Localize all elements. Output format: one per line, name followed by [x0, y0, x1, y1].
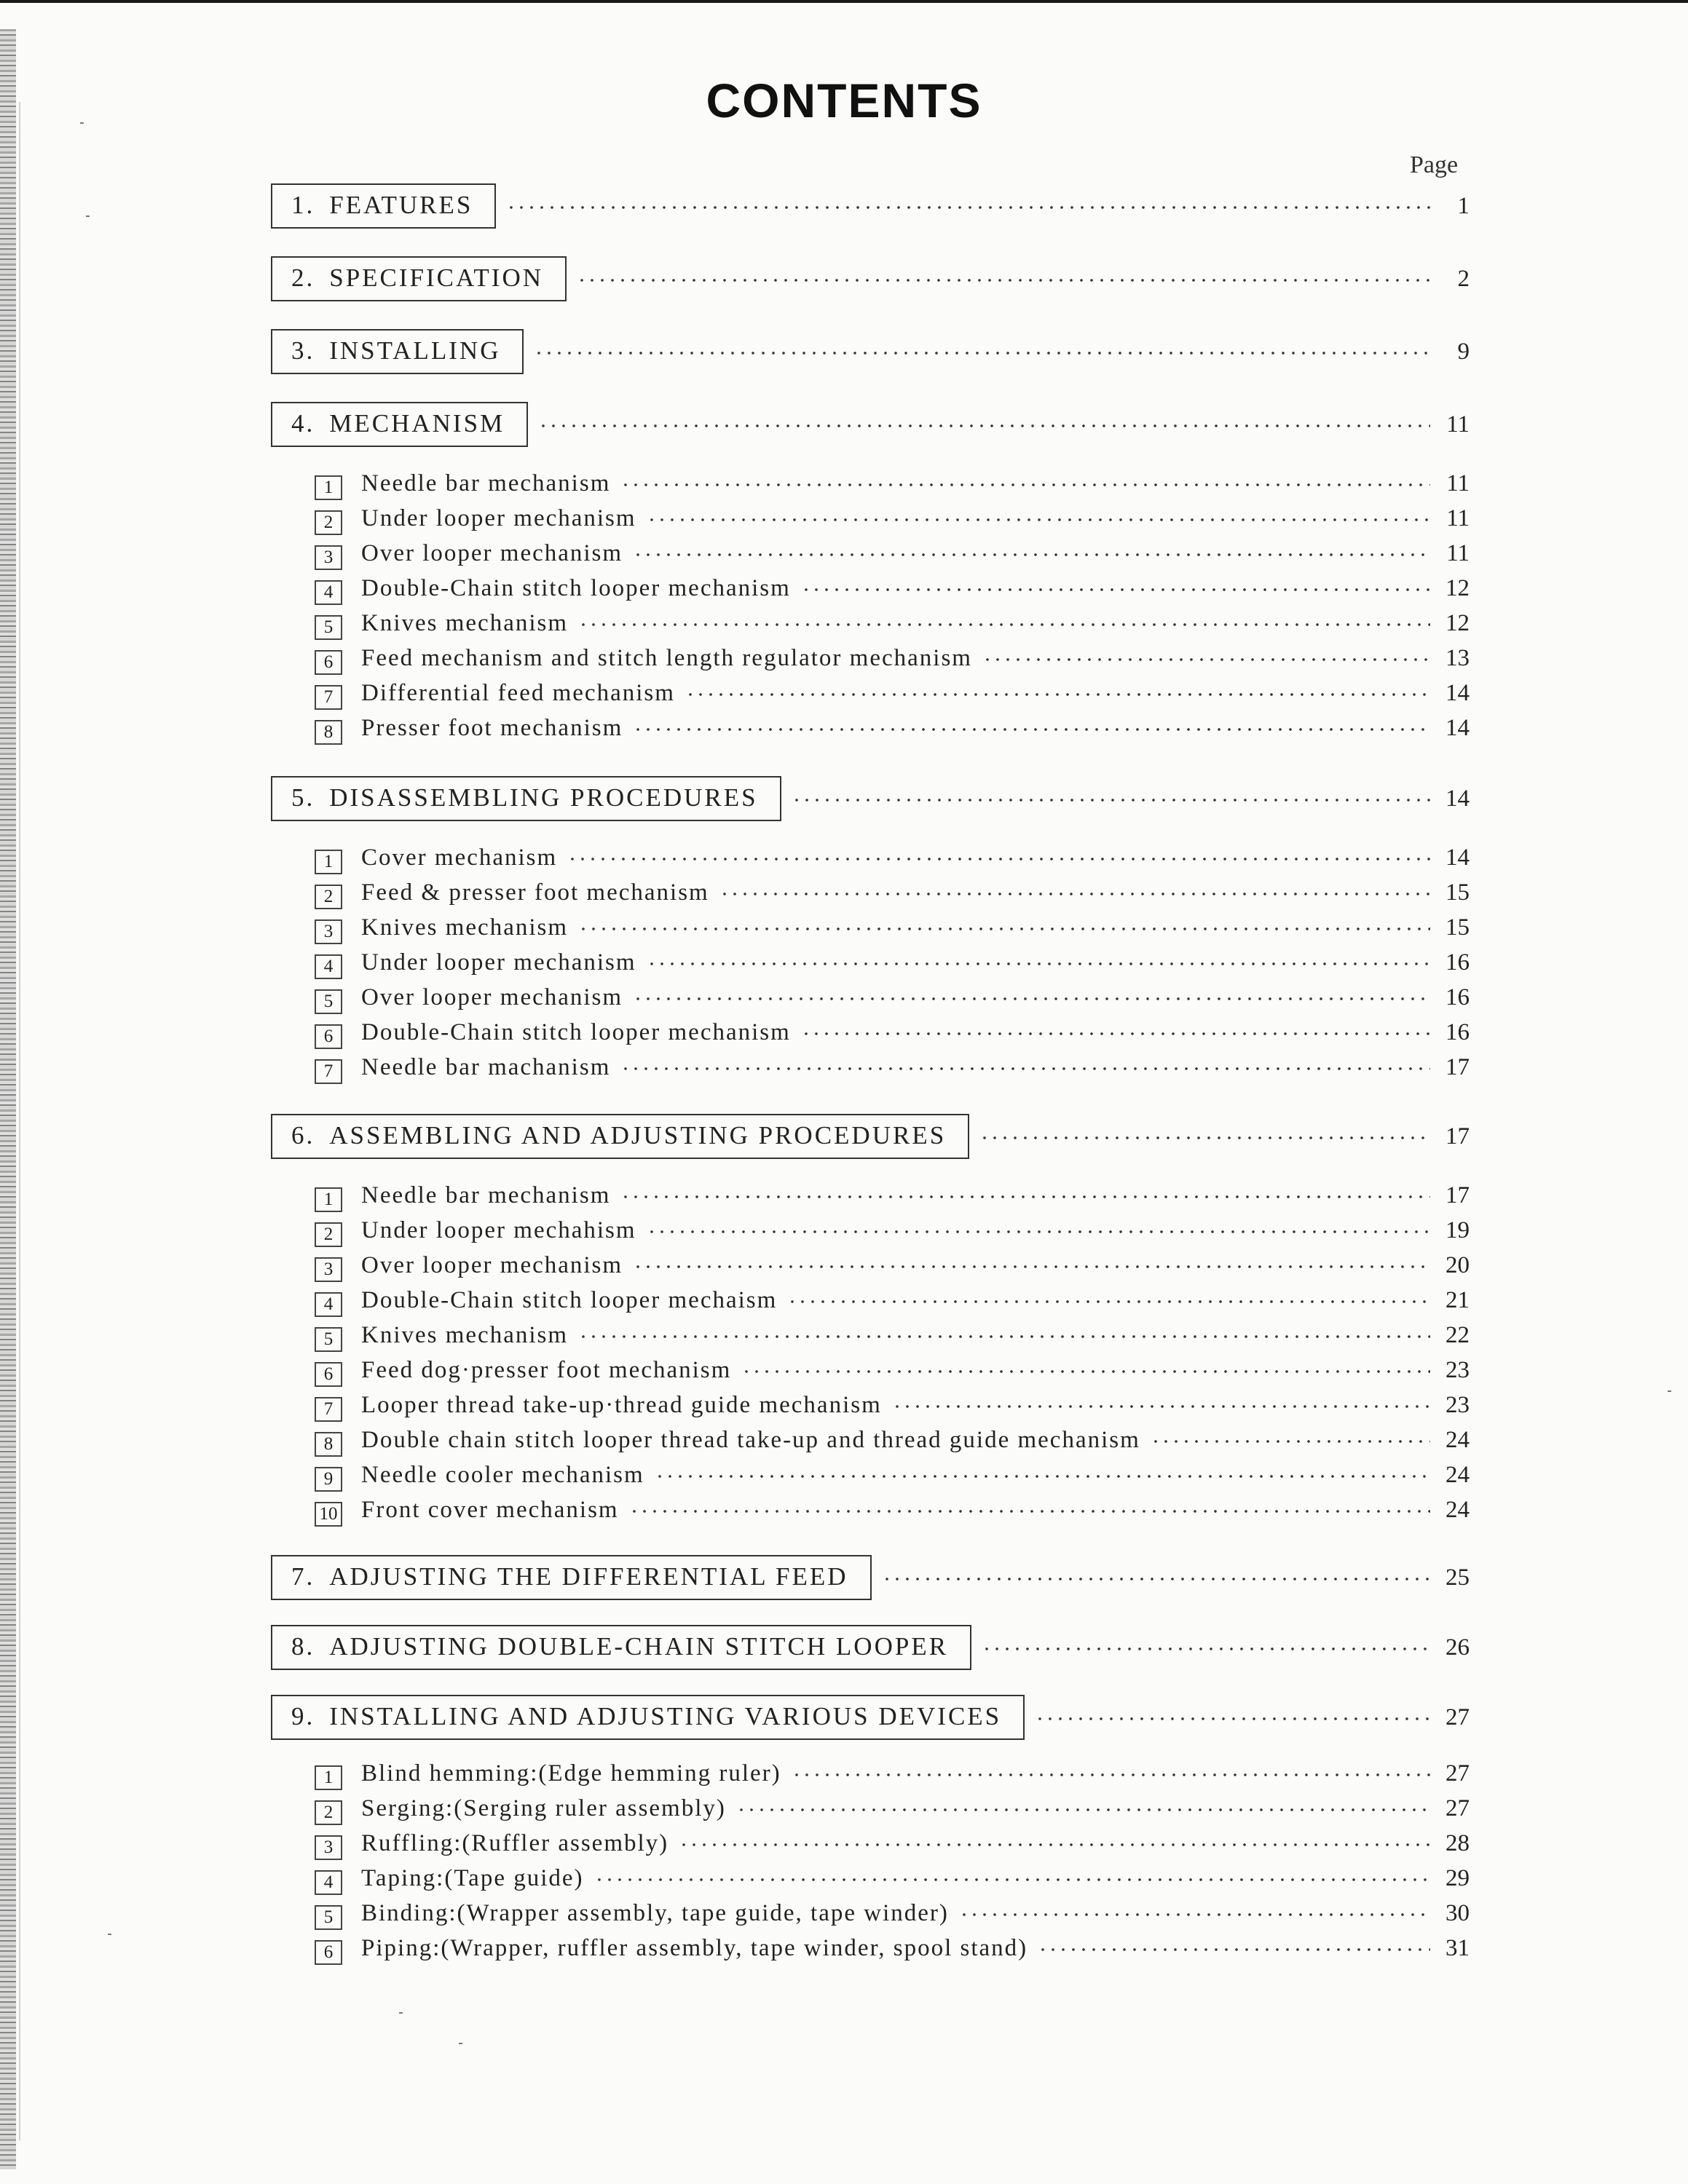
dot-leader — [620, 1195, 1430, 1198]
toc-item-row[interactable] — [315, 1287, 1470, 1322]
dot-leader — [620, 483, 1430, 486]
item-label: Ruffling:(Ruffler assembly) — [361, 1830, 669, 1856]
toc-item-row[interactable] — [315, 949, 1470, 984]
scan-top-edge — [0, 0, 1688, 3]
toc-item-row[interactable] — [315, 879, 1470, 914]
item-label: Piping:(Wrapper, ruffler assembly, tape winder, spool stand) — [361, 1935, 1028, 1961]
dot-leader — [801, 588, 1430, 591]
toc-item-row[interactable] — [315, 1830, 1470, 1865]
toc-item-row[interactable] — [315, 1497, 1470, 1532]
item-label: Under looper mechanism — [361, 949, 636, 976]
item-label: Over looper mechanism — [361, 1252, 623, 1278]
item-label: Knives mechanism — [361, 1322, 569, 1348]
section-page-number: 27 — [1446, 1704, 1470, 1730]
toc-item-row[interactable] — [315, 1795, 1470, 1830]
section-heading-box — [271, 256, 567, 301]
section-page-number: 26 — [1446, 1634, 1470, 1661]
section-title: ADJUSTING DOUBLE-CHAIN STITCH LOOPER — [329, 1632, 949, 1661]
item-number-box: 1 — [315, 1187, 342, 1212]
item-page-number: 11 — [1446, 540, 1470, 566]
toc-item-row[interactable] — [315, 610, 1470, 645]
toc-section-row[interactable] — [271, 1114, 1470, 1159]
item-number-box: 8 — [315, 720, 342, 745]
toc-item-row[interactable] — [315, 680, 1470, 715]
toc-item-row[interactable] — [315, 505, 1470, 540]
section-page-number: 25 — [1446, 1564, 1470, 1591]
item-page-number: 29 — [1446, 1865, 1470, 1891]
dot-leader — [578, 623, 1430, 626]
scan-binding-line — [19, 102, 20, 2140]
dot-leader — [1038, 1948, 1430, 1951]
section-number: 8. — [291, 1632, 315, 1661]
dot-leader — [719, 893, 1430, 895]
item-number-box: 2 — [315, 1222, 342, 1247]
dot-leader — [534, 352, 1430, 355]
section-page-number: 2 — [1457, 266, 1470, 292]
dot-leader — [1035, 1717, 1430, 1720]
toc-section-row[interactable] — [271, 1625, 1470, 1670]
scan-speck — [1668, 1390, 1671, 1392]
item-page-number: 24 — [1446, 1427, 1470, 1453]
item-number-box: 1 — [315, 850, 342, 874]
item-page-number: 14 — [1446, 715, 1470, 741]
item-label: Cover mechanism — [361, 844, 558, 871]
item-label: Double chain stitch looper thread take-up and thread guide mechanism — [361, 1427, 1140, 1453]
toc-item-row[interactable] — [315, 575, 1470, 610]
item-number-box: 3 — [315, 1835, 342, 1860]
item-label: Double-Chain stitch looper mechanism — [361, 1019, 791, 1045]
item-number-box: 9 — [315, 1467, 342, 1492]
section-heading-box — [271, 1695, 1025, 1740]
item-number-box: 6 — [315, 1940, 342, 1965]
item-label: Binding:(Wrapper assembly, tape guide, tape winder) — [361, 1900, 949, 1926]
toc-section-row[interactable] — [271, 1555, 1470, 1600]
item-number-box: 5 — [315, 989, 342, 1014]
item-label: Looper thread take-up·thread guide mechanism — [361, 1392, 882, 1418]
scan-speck — [80, 122, 84, 124]
item-label: Over looper mechanism — [361, 984, 623, 1010]
dot-leader — [633, 728, 1430, 731]
item-label: Needle bar machanism — [361, 1054, 611, 1080]
toc-item-row[interactable] — [315, 540, 1470, 575]
toc-section-row[interactable] — [271, 402, 1470, 447]
item-number-box: 2 — [315, 1800, 342, 1825]
section-heading-box — [271, 1625, 971, 1670]
item-page-number: 11 — [1446, 470, 1470, 496]
item-number-box: 7 — [315, 1397, 342, 1422]
scan-speck — [399, 2012, 403, 2014]
section-page-number: 17 — [1446, 1123, 1470, 1150]
dot-leader — [567, 858, 1430, 860]
dot-leader — [792, 799, 1430, 802]
page-column-label: Page — [1410, 151, 1459, 178]
dot-leader — [506, 206, 1430, 209]
section-page-number: 9 — [1457, 339, 1470, 365]
section-heading-box — [271, 183, 496, 229]
section-page-number: 11 — [1446, 411, 1470, 438]
item-number-box: 6 — [315, 650, 342, 675]
item-number-box: 3 — [315, 1257, 342, 1282]
toc-item-row[interactable] — [315, 1019, 1470, 1054]
dot-leader — [787, 1300, 1430, 1303]
item-label: Serging:(Serging ruler assembly) — [361, 1795, 726, 1821]
item-page-number: 14 — [1446, 844, 1470, 871]
section-number: 7. — [291, 1562, 315, 1591]
toc-section-row[interactable] — [271, 256, 1470, 301]
item-label: Feed mechanism and stitch length regulator mechanism — [361, 645, 972, 671]
item-page-number: 17 — [1446, 1182, 1470, 1208]
toc-item-row[interactable] — [315, 1427, 1470, 1462]
dot-leader — [594, 1878, 1430, 1881]
scan-speck — [86, 215, 90, 217]
item-number-box: 6 — [315, 1362, 342, 1387]
dot-leader — [1151, 1440, 1430, 1443]
item-page-number: 23 — [1446, 1357, 1470, 1383]
toc-item-row[interactable] — [315, 1935, 1470, 1970]
section-page-number: 14 — [1446, 786, 1470, 812]
section-number: 1. — [291, 191, 315, 219]
item-page-number: 14 — [1446, 680, 1470, 706]
item-number-box: 4 — [315, 580, 342, 605]
item-number-box: 4 — [315, 1870, 342, 1895]
toc-item-row[interactable] — [315, 1900, 1470, 1935]
item-number-box: 7 — [315, 1059, 342, 1084]
item-label: Knives mechanism — [361, 610, 569, 636]
item-page-number: 15 — [1446, 914, 1470, 941]
item-number-box: 2 — [315, 510, 342, 535]
section-heading-box — [271, 776, 781, 821]
dot-leader — [538, 424, 1430, 427]
toc-item-row[interactable] — [315, 1252, 1470, 1287]
section-number: 3. — [291, 336, 315, 365]
toc-item-row[interactable] — [315, 1322, 1470, 1357]
item-label: Differential feed mechanism — [361, 680, 675, 706]
item-number-box: 3 — [315, 545, 342, 570]
dot-leader — [982, 1647, 1430, 1650]
item-page-number: 13 — [1446, 645, 1470, 671]
dot-leader — [633, 553, 1430, 556]
toc-item-row[interactable] — [315, 1182, 1470, 1217]
dot-leader — [685, 693, 1430, 696]
dot-leader — [741, 1370, 1430, 1373]
item-number-box: 5 — [315, 615, 342, 640]
dot-leader — [882, 1578, 1430, 1580]
section-page-number: 1 — [1457, 193, 1470, 219]
dot-leader — [633, 997, 1430, 1000]
toc-item-row[interactable] — [315, 715, 1470, 750]
toc-item-row[interactable] — [315, 1392, 1470, 1427]
item-number-box: 1 — [315, 475, 342, 500]
item-label: Feed & presser foot mechanism — [361, 879, 709, 906]
scan-speck — [459, 2043, 462, 2044]
item-label: Feed dog·presser foot mechanism — [361, 1357, 732, 1383]
item-number-box: 5 — [315, 1327, 342, 1352]
dot-leader — [792, 1773, 1430, 1776]
item-page-number: 31 — [1446, 1935, 1470, 1961]
toc-item-row[interactable] — [315, 844, 1470, 879]
toc-section-row[interactable] — [271, 776, 1470, 821]
dot-leader — [647, 962, 1430, 965]
item-label: Front cover mechanism — [361, 1497, 619, 1523]
toc-section-row[interactable] — [271, 1695, 1470, 1740]
section-title: FEATURES — [329, 191, 473, 219]
item-number-box: 7 — [315, 685, 342, 710]
item-label: Needle bar mechanism — [361, 470, 611, 496]
dot-leader — [655, 1475, 1430, 1478]
item-page-number: 30 — [1446, 1900, 1470, 1926]
section-heading-box — [271, 1114, 969, 1159]
item-page-number: 23 — [1446, 1392, 1470, 1418]
section-number: 4. — [291, 409, 315, 438]
item-page-number: 12 — [1446, 610, 1470, 636]
item-page-number: 20 — [1446, 1252, 1470, 1278]
item-number-box: 3 — [315, 919, 342, 944]
section-title: ADJUSTING THE DIFFERENTIAL FEED — [329, 1562, 848, 1591]
item-number-box: 8 — [315, 1432, 342, 1457]
section-title: DISASSEMBLING PROCEDURES — [329, 783, 758, 812]
item-label: Knives mechanism — [361, 914, 569, 941]
item-number-box: 5 — [315, 1905, 342, 1930]
item-page-number: 17 — [1446, 1054, 1470, 1080]
item-page-number: 16 — [1446, 984, 1470, 1010]
item-label: Taping:(Tape guide) — [361, 1865, 584, 1891]
dot-leader — [578, 927, 1430, 930]
item-label: Under looper mechahism — [361, 1217, 636, 1243]
item-page-number: 16 — [1446, 949, 1470, 976]
page-title: CONTENTS — [706, 74, 982, 127]
item-page-number: 16 — [1446, 1019, 1470, 1045]
toc-item-row[interactable] — [315, 914, 1470, 949]
item-label: Needle cooler mechanism — [361, 1462, 644, 1488]
toc-section-row[interactable] — [271, 329, 1470, 374]
dot-leader — [679, 1843, 1430, 1846]
dot-leader — [736, 1808, 1430, 1811]
item-page-number: 27 — [1446, 1795, 1470, 1821]
toc-item-row[interactable] — [315, 1217, 1470, 1252]
toc-item-row[interactable] — [315, 1760, 1470, 1795]
section-title: MECHANISM — [329, 409, 505, 438]
toc-item-row[interactable] — [315, 1054, 1470, 1089]
item-page-number: 12 — [1446, 575, 1470, 601]
dot-leader — [801, 1032, 1430, 1035]
toc-item-row[interactable] — [315, 1462, 1470, 1497]
item-page-number: 11 — [1446, 505, 1470, 531]
section-title: SPECIFICATION — [329, 264, 544, 292]
item-page-number: 15 — [1446, 879, 1470, 906]
dot-leader — [979, 1136, 1430, 1139]
item-number-box: 6 — [315, 1024, 342, 1049]
section-number: 6. — [291, 1121, 315, 1150]
toc-item-row[interactable] — [315, 470, 1470, 505]
toc-section-row[interactable] — [271, 183, 1470, 229]
section-title: INSTALLING AND ADJUSTING VARIOUS DEVICES — [329, 1702, 1002, 1730]
item-number-box: 1 — [315, 1765, 342, 1790]
item-number-box: 4 — [315, 954, 342, 979]
scan-speck — [108, 1934, 111, 1935]
section-number: 9. — [291, 1702, 315, 1730]
dot-leader — [647, 1230, 1430, 1233]
section-title: INSTALLING — [329, 336, 501, 365]
dot-leader — [633, 1265, 1430, 1268]
toc-item-row[interactable] — [315, 645, 1470, 680]
dot-leader — [578, 1335, 1430, 1338]
toc-item-row[interactable] — [315, 1357, 1470, 1392]
item-page-number: 24 — [1446, 1462, 1470, 1488]
dot-leader — [577, 279, 1430, 282]
section-number: 5. — [291, 783, 315, 812]
item-label: Blind hemming:(Edge hemming ruler) — [361, 1760, 781, 1787]
section-heading-box — [271, 1555, 872, 1600]
section-heading-box — [271, 402, 528, 447]
dot-leader — [629, 1510, 1430, 1513]
dot-leader — [892, 1405, 1430, 1408]
item-label: Presser foot mechanism — [361, 715, 623, 741]
section-number: 2. — [291, 264, 315, 292]
item-number-box: 10 — [315, 1502, 342, 1527]
item-number-box: 2 — [315, 885, 342, 909]
item-page-number: 22 — [1446, 1322, 1470, 1348]
item-number-box: 4 — [315, 1292, 342, 1317]
item-page-number: 19 — [1446, 1217, 1470, 1243]
section-title: ASSEMBLING AND ADJUSTING PROCEDURES — [329, 1121, 947, 1150]
toc-item-row[interactable] — [315, 1865, 1470, 1900]
scan-binding-edge — [0, 29, 16, 2169]
item-label: Double-Chain stitch looper mechaism — [361, 1287, 778, 1313]
item-page-number: 27 — [1446, 1760, 1470, 1787]
dot-leader — [647, 518, 1430, 521]
item-label: Under looper mechanism — [361, 505, 636, 531]
dot-leader — [982, 658, 1430, 661]
section-heading-box — [271, 329, 524, 374]
item-page-number: 21 — [1446, 1287, 1470, 1313]
item-label: Double-Chain stitch looper mechanism — [361, 575, 791, 601]
item-label: Over looper mechanism — [361, 540, 623, 566]
dot-leader — [620, 1067, 1430, 1070]
item-label: Needle bar mechanism — [361, 1182, 611, 1208]
dot-leader — [959, 1913, 1430, 1916]
item-page-number: 24 — [1446, 1497, 1470, 1523]
item-page-number: 28 — [1446, 1830, 1470, 1856]
toc-item-row[interactable] — [315, 984, 1470, 1019]
